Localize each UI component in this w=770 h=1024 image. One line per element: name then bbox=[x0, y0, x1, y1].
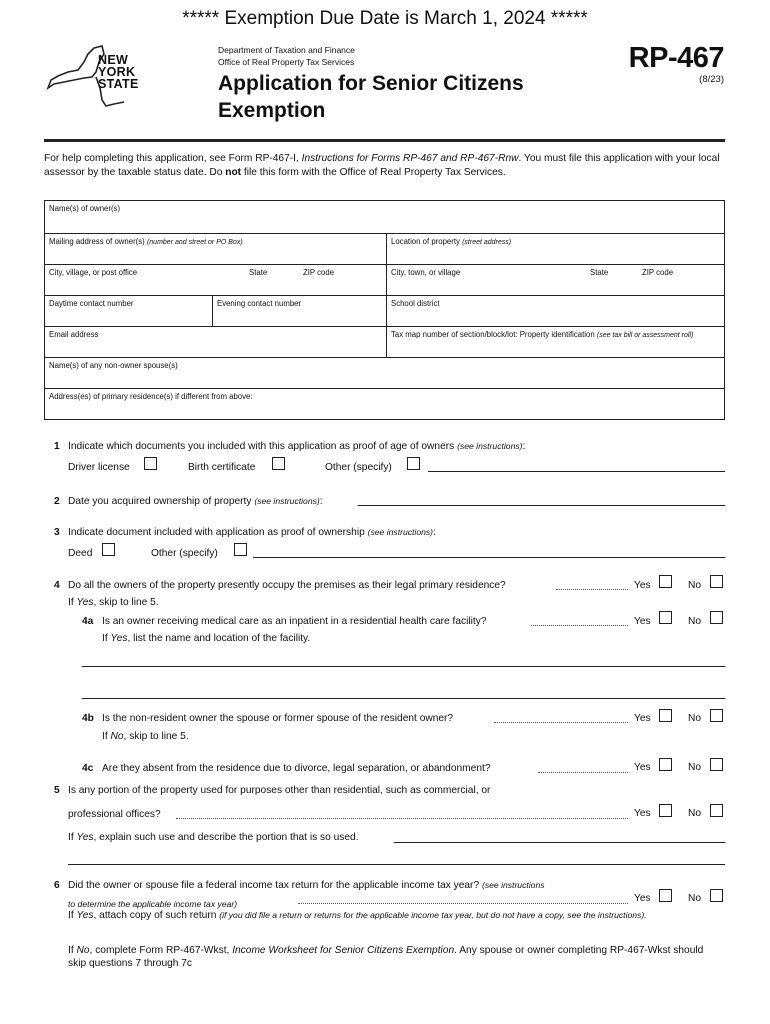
q6-no-checkbox[interactable] bbox=[710, 889, 723, 902]
instruction-emphasis: No bbox=[110, 731, 124, 742]
instruction-text: If bbox=[102, 633, 111, 644]
other-age-proof-checkbox[interactable] bbox=[407, 457, 420, 470]
q4b-no-checkbox[interactable] bbox=[710, 709, 723, 722]
q4a-yes-checkbox[interactable] bbox=[659, 611, 672, 624]
instruction-emphasis: No bbox=[76, 945, 90, 956]
field-label: City, village, or post office bbox=[49, 268, 138, 277]
nys-logo bbox=[44, 44, 148, 110]
question-number: 4c bbox=[82, 763, 94, 774]
school-district-field[interactable] bbox=[386, 296, 724, 326]
ownership-date-line[interactable] bbox=[358, 505, 725, 506]
q4-yes-checkbox[interactable] bbox=[659, 575, 672, 588]
q4b-no-label: No bbox=[688, 713, 702, 724]
question-4a-instruction bbox=[102, 632, 310, 646]
question-text: Date you acquired ownership of property bbox=[68, 496, 252, 507]
instruction-text: , attach copy of such return bbox=[93, 910, 220, 921]
question-number: 5 bbox=[54, 785, 60, 796]
q5-no-checkbox[interactable] bbox=[710, 804, 723, 817]
form-title-line1: Application for Senior Citizens bbox=[218, 72, 524, 95]
instruction-text: , explain such use and describe the portion that is so used. bbox=[93, 832, 359, 843]
help-instructions-title: Instructions for Forms RP-467 and RP-467-Rnw bbox=[301, 153, 519, 164]
property-location-field[interactable] bbox=[386, 234, 724, 264]
question-number: 4b bbox=[82, 713, 94, 724]
help-emphasis: not bbox=[225, 167, 242, 178]
instruction-text: . Any spouse or owner completing RP-467-Wkst should skip questions 7 through 7c bbox=[68, 945, 704, 969]
form-title bbox=[218, 70, 524, 124]
question-text: Is an owner receiving medical care as an inpatient in a residential health care facility? bbox=[102, 616, 487, 627]
question-colon: : bbox=[522, 441, 526, 452]
q4c-no-label: No bbox=[688, 762, 702, 773]
tax-map-field[interactable] bbox=[386, 327, 724, 357]
question-number: 4a bbox=[82, 616, 94, 627]
q4a-yes-label: Yes bbox=[634, 616, 651, 627]
question-6 bbox=[54, 878, 545, 893]
question-2 bbox=[54, 494, 323, 509]
question-4c bbox=[82, 762, 491, 776]
question-number: 1 bbox=[54, 441, 60, 452]
use-explanation-line-1[interactable] bbox=[394, 842, 725, 843]
instruction-text: If bbox=[68, 832, 77, 843]
question-6-attach-instruction bbox=[68, 909, 718, 922]
leader-dots bbox=[494, 722, 628, 723]
email-field[interactable] bbox=[45, 327, 386, 357]
question-text: Do all the owners of the property presently occupy the premises as their legal primary residence? bbox=[68, 580, 506, 591]
question-number: 4 bbox=[54, 580, 60, 591]
q6-yes-checkbox[interactable] bbox=[659, 889, 672, 902]
field-label: Tax map number of section/block/lot: Property identification bbox=[391, 330, 595, 339]
field-note: (number and street or PO Box) bbox=[146, 239, 243, 246]
field-label: Location of property bbox=[391, 237, 460, 246]
field-label: Mailing address of owner(s) bbox=[49, 237, 145, 246]
deed-label: Deed bbox=[68, 548, 93, 559]
question-text: Did the owner or spouse file a federal income tax return for the applicable income tax year? bbox=[68, 880, 480, 891]
other-ownership-checkbox[interactable] bbox=[234, 543, 247, 556]
q5-no-label: No bbox=[688, 808, 702, 819]
field-label: City, town, or village bbox=[391, 268, 461, 277]
question-text: Is the non-resident owner the spouse or former spouse of the resident owner? bbox=[102, 713, 454, 724]
leader-dots bbox=[531, 625, 628, 626]
instruction-emphasis: Yes bbox=[76, 597, 94, 608]
q5-yes-checkbox[interactable] bbox=[659, 804, 672, 817]
q4-yes-label: Yes bbox=[634, 580, 651, 591]
question-colon: : bbox=[433, 527, 436, 538]
birth-certificate-checkbox[interactable] bbox=[272, 457, 285, 470]
question-note: (see instructions) bbox=[254, 496, 320, 506]
question-text: Indicate which documents you included with this application as proof of age of owners bbox=[68, 441, 455, 452]
other-age-proof-label: Other (specify) bbox=[325, 462, 392, 473]
field-label: ZIP code bbox=[303, 268, 335, 277]
owner-info-grid bbox=[44, 200, 725, 420]
field-label: Evening contact number bbox=[217, 299, 302, 308]
use-explanation-line-2[interactable] bbox=[68, 864, 725, 865]
question-number: 6 bbox=[54, 880, 60, 891]
help-text bbox=[44, 152, 734, 180]
other-age-proof-line[interactable] bbox=[428, 471, 725, 472]
birth-certificate-label: Birth certificate bbox=[188, 462, 256, 473]
instruction-emphasis: Yes bbox=[76, 832, 94, 843]
field-label: Email address bbox=[49, 330, 99, 339]
leader-dots bbox=[176, 818, 628, 819]
question-colon: : bbox=[319, 496, 323, 507]
question-5 bbox=[54, 784, 490, 798]
form-revision-date: (8/23) bbox=[699, 74, 724, 85]
driver-license-label: Driver license bbox=[68, 462, 130, 473]
question-note: (see instructions bbox=[481, 880, 545, 890]
logo-word-york: YORK bbox=[98, 65, 136, 79]
question-text: Are they absent from the residence due to divorce, legal separation, or abandonment? bbox=[102, 763, 491, 774]
q4-no-label: No bbox=[688, 580, 702, 591]
question-number: 2 bbox=[54, 496, 60, 507]
question-note: to determine the applicable income tax year) bbox=[68, 899, 238, 909]
help-text-part: file this form with the Office of Real Property Tax Services. bbox=[241, 167, 506, 178]
field-label: Address(es) of primary residence(s) if different from above: bbox=[49, 392, 253, 401]
question-1 bbox=[54, 439, 525, 454]
instruction-text: , complete Form RP-467-Wkst, bbox=[89, 945, 233, 956]
question-5-continued bbox=[68, 808, 161, 822]
instruction-text: If bbox=[68, 945, 77, 956]
question-3 bbox=[54, 525, 436, 540]
header-divider bbox=[44, 139, 725, 142]
question-4b bbox=[82, 712, 453, 726]
q4a-no-label: No bbox=[688, 616, 702, 627]
non-owner-spouse-field[interactable] bbox=[45, 358, 724, 388]
facility-line-1[interactable] bbox=[82, 666, 725, 667]
instruction-note: (if you did file a return or returns for the applicable income tax year, but do not have a copy, see the instructions). bbox=[219, 910, 647, 920]
property-city-field[interactable] bbox=[386, 265, 724, 295]
instruction-text: , list the name and location of the facility. bbox=[127, 633, 311, 644]
q4c-yes-checkbox[interactable] bbox=[659, 758, 672, 771]
instruction-text: If bbox=[68, 910, 77, 921]
field-label: State bbox=[249, 268, 268, 277]
logo-word-state: STATE bbox=[98, 77, 139, 91]
primary-residence-field[interactable] bbox=[45, 389, 724, 419]
field-label: Name(s) of any non-owner spouse(s) bbox=[49, 361, 178, 370]
q4c-yes-label: Yes bbox=[634, 762, 651, 773]
field-label: School district bbox=[391, 299, 440, 308]
q4a-no-checkbox[interactable] bbox=[710, 611, 723, 624]
leader-dots bbox=[538, 772, 628, 773]
q4b-yes-checkbox[interactable] bbox=[659, 709, 672, 722]
department-name: Department of Taxation and Finance bbox=[218, 45, 355, 55]
question-4 bbox=[54, 579, 506, 593]
facility-line-2[interactable] bbox=[82, 698, 725, 699]
q6-no-label: No bbox=[688, 893, 702, 904]
other-ownership-label: Other (specify) bbox=[151, 548, 218, 559]
question-text: Indicate document included with application as proof of ownership bbox=[68, 527, 365, 538]
q4c-no-checkbox[interactable] bbox=[710, 758, 723, 771]
field-note: (see tax bill or assessment roll) bbox=[596, 332, 694, 339]
department-block bbox=[218, 44, 355, 68]
help-text-part: . You must file this application with your local assessor by the taxable status date. Do bbox=[44, 153, 720, 178]
due-date-banner: ***** Exemption Due Date is March 1, 2024 ***** bbox=[182, 8, 588, 29]
form-number: RP-467 bbox=[628, 42, 724, 74]
question-text: professional offices? bbox=[68, 809, 161, 820]
question-note: (see instructions) bbox=[367, 527, 434, 537]
instruction-text: , skip to line 5. bbox=[93, 597, 159, 608]
question-text: Is any portion of the property used for purposes other than residential, such as commercial, or bbox=[68, 785, 491, 796]
office-name: Office of Real Property Tax Services bbox=[218, 57, 355, 67]
instruction-text: If bbox=[68, 597, 77, 608]
form-title-line2: Exemption bbox=[218, 99, 326, 122]
field-label: ZIP code bbox=[642, 268, 674, 277]
field-label: State bbox=[590, 268, 609, 277]
question-note: (see instructions) bbox=[457, 441, 523, 451]
q5-yes-label: Yes bbox=[634, 808, 651, 819]
q4-no-checkbox[interactable] bbox=[710, 575, 723, 588]
question-4a bbox=[82, 615, 487, 629]
mailing-city-field[interactable] bbox=[45, 265, 386, 295]
instruction-emphasis: Yes bbox=[110, 633, 128, 644]
q6-yes-label: Yes bbox=[634, 893, 651, 904]
help-text-part: For help completing this application, see Form RP-467-I, bbox=[44, 153, 302, 164]
q4b-yes-label: Yes bbox=[634, 713, 651, 724]
mailing-address-field[interactable] bbox=[45, 234, 386, 264]
field-label: Daytime contact number bbox=[49, 299, 134, 308]
question-6-no-instruction bbox=[68, 944, 708, 970]
evening-phone-field[interactable] bbox=[212, 296, 386, 326]
logo-word-new: NEW bbox=[98, 53, 129, 67]
deed-checkbox[interactable] bbox=[102, 543, 115, 556]
question-4-instruction bbox=[68, 596, 159, 610]
driver-license-checkbox[interactable] bbox=[144, 457, 157, 470]
field-note: (street address) bbox=[462, 239, 512, 246]
owners-name-field[interactable] bbox=[45, 201, 724, 233]
other-ownership-line[interactable] bbox=[253, 557, 725, 558]
leader-dots bbox=[298, 903, 628, 904]
worksheet-title: Income Worksheet for Senior Citizens Exemption bbox=[232, 945, 455, 956]
daytime-phone-field[interactable] bbox=[45, 296, 212, 326]
question-4b-instruction bbox=[102, 730, 189, 744]
instruction-text: If bbox=[102, 731, 111, 742]
question-5-instruction bbox=[68, 831, 359, 845]
instruction-text: , skip to line 5. bbox=[123, 731, 189, 742]
question-number: 3 bbox=[54, 527, 60, 538]
field-label: Name(s) of owner(s) bbox=[49, 204, 121, 213]
instruction-emphasis: Yes bbox=[76, 910, 94, 921]
leader-dots bbox=[556, 589, 628, 590]
